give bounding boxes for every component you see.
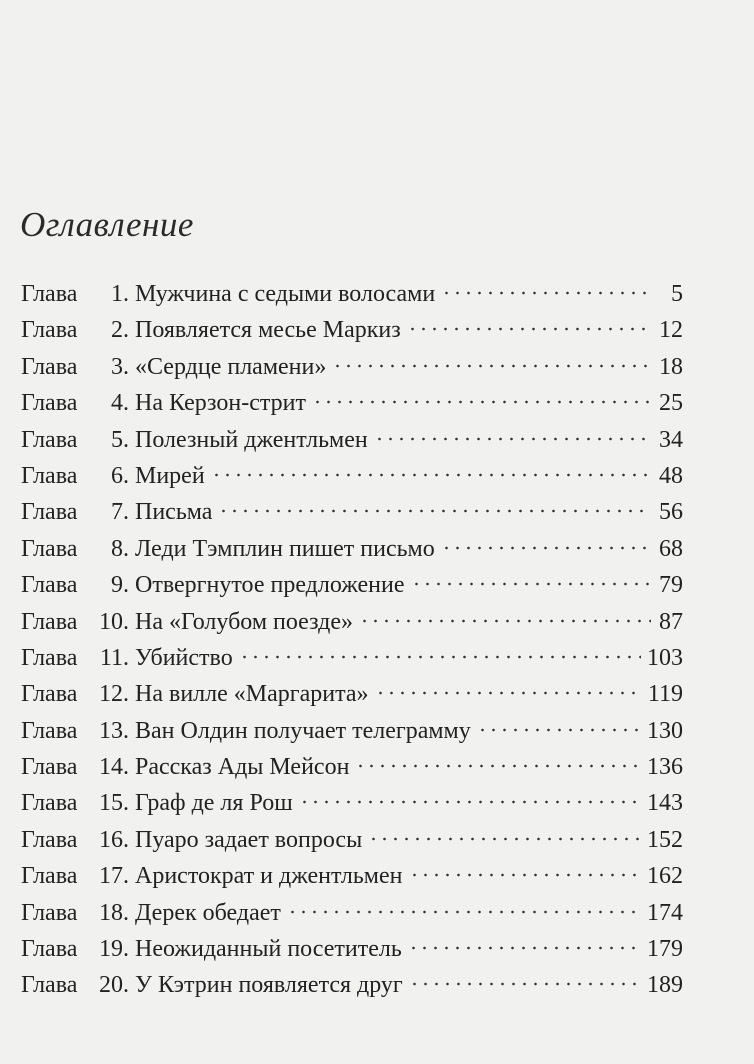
chapter-word: Глава xyxy=(21,717,78,744)
chapter-separator: . xyxy=(123,353,129,380)
dot-leader xyxy=(355,764,641,768)
chapter-separator: . xyxy=(123,972,129,999)
chapter-word: Глава xyxy=(21,317,78,344)
dot-leader xyxy=(374,437,651,441)
dot-leader xyxy=(409,982,641,986)
chapter-number: 20 xyxy=(99,972,123,999)
chapter-title: Мужчина с седыми волосами xyxy=(135,281,436,307)
chapter-word: Глава xyxy=(21,899,78,926)
page-number: 25 xyxy=(659,390,683,417)
toc-entry-14[interactable] xyxy=(21,749,683,785)
dot-leader xyxy=(239,655,641,659)
chapter-number: 1 xyxy=(111,281,123,307)
toc-entry-7[interactable] xyxy=(21,494,683,530)
page-number: 136 xyxy=(647,754,683,781)
chapter-word: Глава xyxy=(21,572,78,599)
toc-entry-18[interactable] xyxy=(21,895,683,931)
chapter-number: 11 xyxy=(99,644,123,671)
dot-leader xyxy=(287,910,641,914)
toc-title: Оглавление xyxy=(20,205,194,244)
chapter-number: 12 xyxy=(99,681,123,708)
page-number: 48 xyxy=(659,462,683,489)
chapter-separator: . xyxy=(123,281,129,307)
chapter-separator: . xyxy=(123,790,129,817)
page-number: 68 xyxy=(659,535,683,562)
chapter-word: Глава xyxy=(21,826,78,853)
chapter-word: Глава xyxy=(21,681,78,708)
chapter-separator: . xyxy=(123,899,129,926)
chapter-number: 8 xyxy=(111,535,123,562)
dot-leader xyxy=(359,619,651,623)
chapter-title: Полезный джентльмен xyxy=(135,426,368,453)
dot-leader xyxy=(407,327,651,331)
chapter-separator: . xyxy=(123,826,129,853)
chapter-word: Глава xyxy=(21,426,78,453)
page-number: 143 xyxy=(647,790,683,817)
chapter-number: 19 xyxy=(99,936,123,963)
chapter-separator: . xyxy=(123,390,129,417)
page-number: 103 xyxy=(647,644,683,671)
chapter-word: Глава xyxy=(21,863,78,890)
toc-entry-8[interactable] xyxy=(21,531,683,567)
chapter-title: Убийство xyxy=(135,644,233,671)
toc-entry-15[interactable] xyxy=(21,785,683,821)
chapter-separator: . xyxy=(123,936,129,963)
chapter-number: 10 xyxy=(99,608,123,635)
dot-leader xyxy=(299,800,641,804)
chapter-separator: . xyxy=(123,681,129,708)
toc-entry-17[interactable] xyxy=(21,858,683,894)
chapter-number: 17 xyxy=(99,863,123,890)
page-number: 189 xyxy=(647,972,683,999)
chapter-number: 4 xyxy=(111,390,123,417)
chapter-separator: . xyxy=(123,608,129,635)
page-number: 130 xyxy=(647,717,683,744)
toc-entry-19[interactable] xyxy=(21,931,683,967)
page-number: 152 xyxy=(647,826,683,853)
dot-leader xyxy=(409,873,642,877)
chapter-separator: . xyxy=(123,426,129,453)
chapter-title: Неожиданный посетитель xyxy=(135,936,402,963)
chapter-number: 14 xyxy=(99,754,123,781)
chapter-number: 2 xyxy=(111,317,123,344)
toc-entry-12[interactable] xyxy=(21,676,683,712)
toc-entry-5[interactable] xyxy=(21,422,683,458)
chapter-separator: . xyxy=(123,717,129,744)
chapter-number: 7 xyxy=(111,499,123,526)
toc-entry-6[interactable] xyxy=(21,458,683,494)
dot-leader xyxy=(332,364,651,368)
chapter-separator: . xyxy=(123,535,129,562)
dot-leader xyxy=(368,837,641,841)
dot-leader xyxy=(441,291,651,295)
toc-entry-4[interactable] xyxy=(21,385,683,421)
toc-entry-20[interactable] xyxy=(21,967,683,1003)
chapter-separator: . xyxy=(123,499,129,526)
toc-entry-10[interactable] xyxy=(21,604,683,640)
toc-entry-1[interactable] xyxy=(21,276,683,312)
toc-entry-2[interactable] xyxy=(21,312,683,348)
chapter-word: Глава xyxy=(21,936,78,963)
chapter-title: Письма xyxy=(135,499,213,526)
chapter-title: «Сердце пламени» xyxy=(135,353,327,380)
chapter-separator: . xyxy=(123,572,129,599)
toc-entry-13[interactable] xyxy=(21,713,683,749)
page-number: 119 xyxy=(647,681,683,708)
page-number: 34 xyxy=(659,426,683,453)
page-number: 179 xyxy=(647,936,683,963)
chapter-word: Глава xyxy=(21,535,78,562)
chapter-number: 18 xyxy=(99,899,123,926)
chapter-number: 5 xyxy=(111,426,123,453)
chapter-title: Рассказ Ады Мейсон xyxy=(135,754,350,781)
dot-leader xyxy=(408,946,641,950)
dot-leader xyxy=(477,728,641,732)
toc-entry-9[interactable] xyxy=(21,567,683,603)
chapter-title: Мирей xyxy=(135,462,205,489)
chapter-title: Пуаро задает вопросы xyxy=(135,826,363,853)
page-number: 87 xyxy=(659,608,683,635)
chapter-number: 16 xyxy=(99,826,123,853)
dot-leader xyxy=(312,400,651,404)
chapter-word: Глава xyxy=(21,499,78,526)
chapter-word: Глава xyxy=(21,353,78,380)
chapter-number: 6 xyxy=(111,462,123,489)
chapter-number: 3 xyxy=(111,353,123,380)
toc-entry-16[interactable] xyxy=(21,822,683,858)
page-number: 12 xyxy=(659,317,683,344)
chapter-title: Леди Тэмплин пишет письмо xyxy=(135,535,435,562)
chapter-word: Глава xyxy=(21,281,78,307)
chapter-word: Глава xyxy=(21,972,78,999)
chapter-separator: . xyxy=(123,863,129,890)
dot-leader xyxy=(411,582,652,586)
toc-entry-11[interactable] xyxy=(21,640,683,676)
chapter-word: Глава xyxy=(21,462,78,489)
toc-entry-3[interactable] xyxy=(21,349,683,385)
chapter-word: Глава xyxy=(21,390,78,417)
chapter-title: Дерек обедает xyxy=(135,899,281,926)
chapter-word: Глава xyxy=(21,790,78,817)
chapter-number: 15 xyxy=(99,790,123,817)
page-number: 5 xyxy=(671,281,683,307)
chapter-title: Аристократ и джентльмен xyxy=(135,863,403,890)
dot-leader xyxy=(211,473,651,477)
chapter-separator: . xyxy=(123,754,129,781)
chapter-title: На Керзон-стрит xyxy=(135,390,306,417)
dot-leader xyxy=(441,546,651,550)
page-number: 79 xyxy=(659,572,683,599)
page-number: 18 xyxy=(659,353,683,380)
page-number: 174 xyxy=(647,899,683,926)
dot-leader xyxy=(375,691,642,695)
table-of-contents xyxy=(21,276,683,1004)
chapter-title: Граф де ля Рош xyxy=(135,790,293,817)
chapter-title: На вилле «Маргарита» xyxy=(135,681,369,708)
chapter-title: На «Голубом поезде» xyxy=(135,608,354,635)
chapter-separator: . xyxy=(123,317,129,344)
chapter-title: У Кэтрин появляется друг xyxy=(135,972,403,999)
chapter-separator: . xyxy=(123,462,129,489)
chapter-title: Появляется месье Маркиз xyxy=(135,317,401,344)
chapter-number: 9 xyxy=(111,572,123,599)
chapter-title: Отвергнутое предложение xyxy=(135,572,405,599)
chapter-word: Глава xyxy=(21,754,78,781)
chapter-separator: . xyxy=(123,644,129,671)
chapter-word: Глава xyxy=(21,608,78,635)
chapter-number: 13 xyxy=(99,717,123,744)
dot-leader xyxy=(218,509,651,513)
page-number: 162 xyxy=(647,863,683,890)
chapter-word: Глава xyxy=(21,644,78,671)
page-number: 56 xyxy=(659,499,683,526)
chapter-title: Ван Олдин получает телеграмму xyxy=(135,717,471,744)
